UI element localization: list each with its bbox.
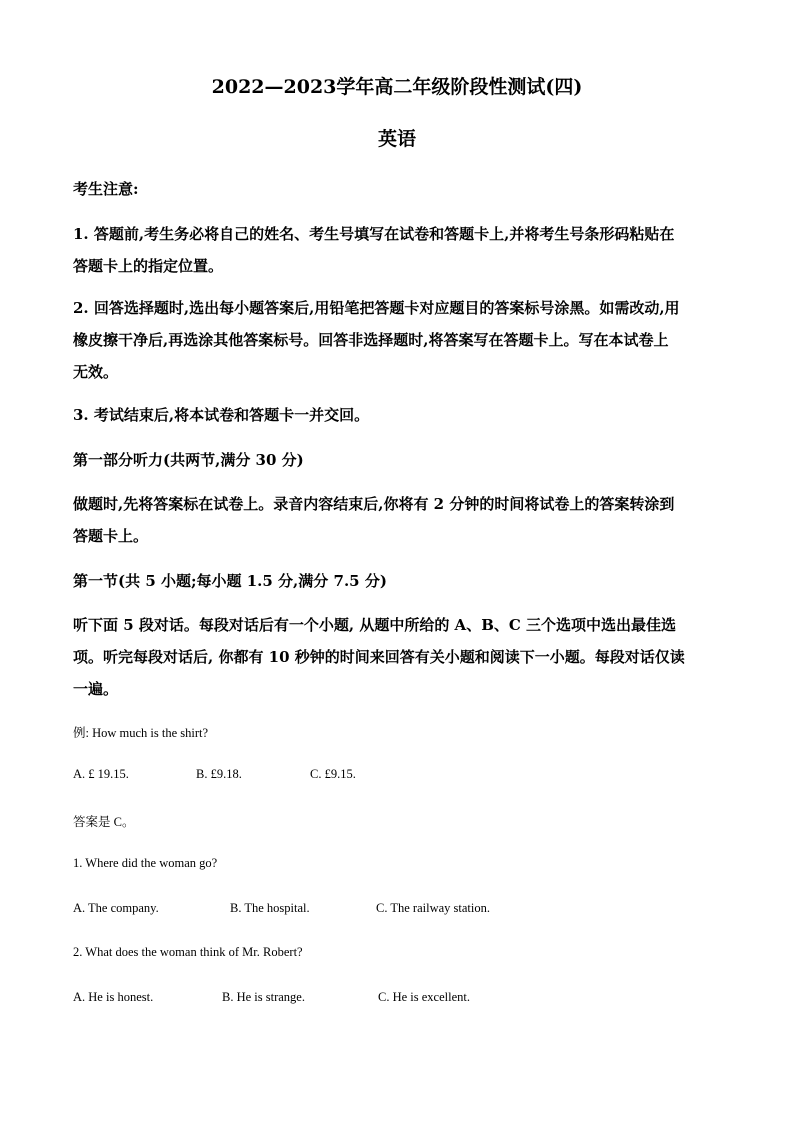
notice-item-2-line-1: 2. 回答选择题时,选出每小题答案后,用铅笔把答题卡对应题目的答案标号涂黑。如需改动,用	[73, 299, 680, 317]
example-question: 例: How much is the shirt?	[73, 726, 209, 740]
question-1-option-c: C. The railway station.	[376, 901, 490, 915]
question-1-option-a: A. The company.	[73, 901, 159, 915]
section1-instruction-line-1: 听下面 5 段对话。每段对话后有一个小题, 从题中所给的 A、B、C 三个选项中选出最佳选	[73, 616, 677, 634]
question-2-option-a: A. He is honest.	[73, 990, 154, 1004]
exam-subject: 英语	[377, 128, 416, 150]
section1-heading: 第一节(共 5 小题;每小题 1.5 分,满分 7.5 分)	[73, 572, 387, 590]
section1-instruction-line-2: 项。听完每段对话后, 你都有 10 秒钟的时间来回答有关小题和阅读下一小题。每段对话仅读	[73, 648, 685, 666]
question-1-option-b: B. The hospital.	[230, 901, 310, 915]
example-option-c: C. £9.15.	[310, 767, 356, 781]
exam-title: 2022—2023学年高二年级阶段性测试(四)	[211, 76, 583, 98]
notice-item-2-line-2: 橡皮擦干净后,再选涂其他答案标号。回答非选择题时,将答案写在答题卡上。写在本试卷上	[73, 331, 669, 349]
question-2-stem: 2. What does the woman think of Mr. Robert?	[73, 945, 303, 959]
notice-item-2-line-3: 无效。	[73, 363, 119, 381]
question-2-option-b: B. He is strange.	[222, 990, 305, 1004]
example-option-a: A. £ 19.15.	[73, 767, 129, 781]
notice-item-3-line-1: 3. 考试结束后,将本试卷和答题卡一并交回。	[73, 406, 370, 424]
example-answer: 答案是 C。	[73, 815, 135, 829]
notice-item-1-line-1: 1. 答题前,考生务必将自己的姓名、考生号填写在试卷和答题卡上,并将考生号条形码粘贴在	[73, 225, 675, 243]
question-1-stem: 1. Where did the woman go?	[73, 856, 218, 870]
notice-item-1-line-2: 答题卡上的指定位置。	[73, 257, 224, 275]
example-option-b: B. £9.18.	[196, 767, 242, 781]
part1-instruction-line-1: 做题时,先将答案标在试卷上。录音内容结束后,你将有 2 分钟的时间将试卷上的答案转涂到	[73, 495, 675, 513]
notice-heading: 考生注意:	[73, 180, 139, 198]
part1-heading: 第一部分听力(共两节,满分 30 分)	[73, 451, 304, 469]
part1-instruction-line-2: 答题卡上。	[73, 527, 149, 545]
section1-instruction-line-3: 一遍。	[73, 680, 119, 698]
question-2-option-c: C. He is excellent.	[378, 990, 470, 1004]
